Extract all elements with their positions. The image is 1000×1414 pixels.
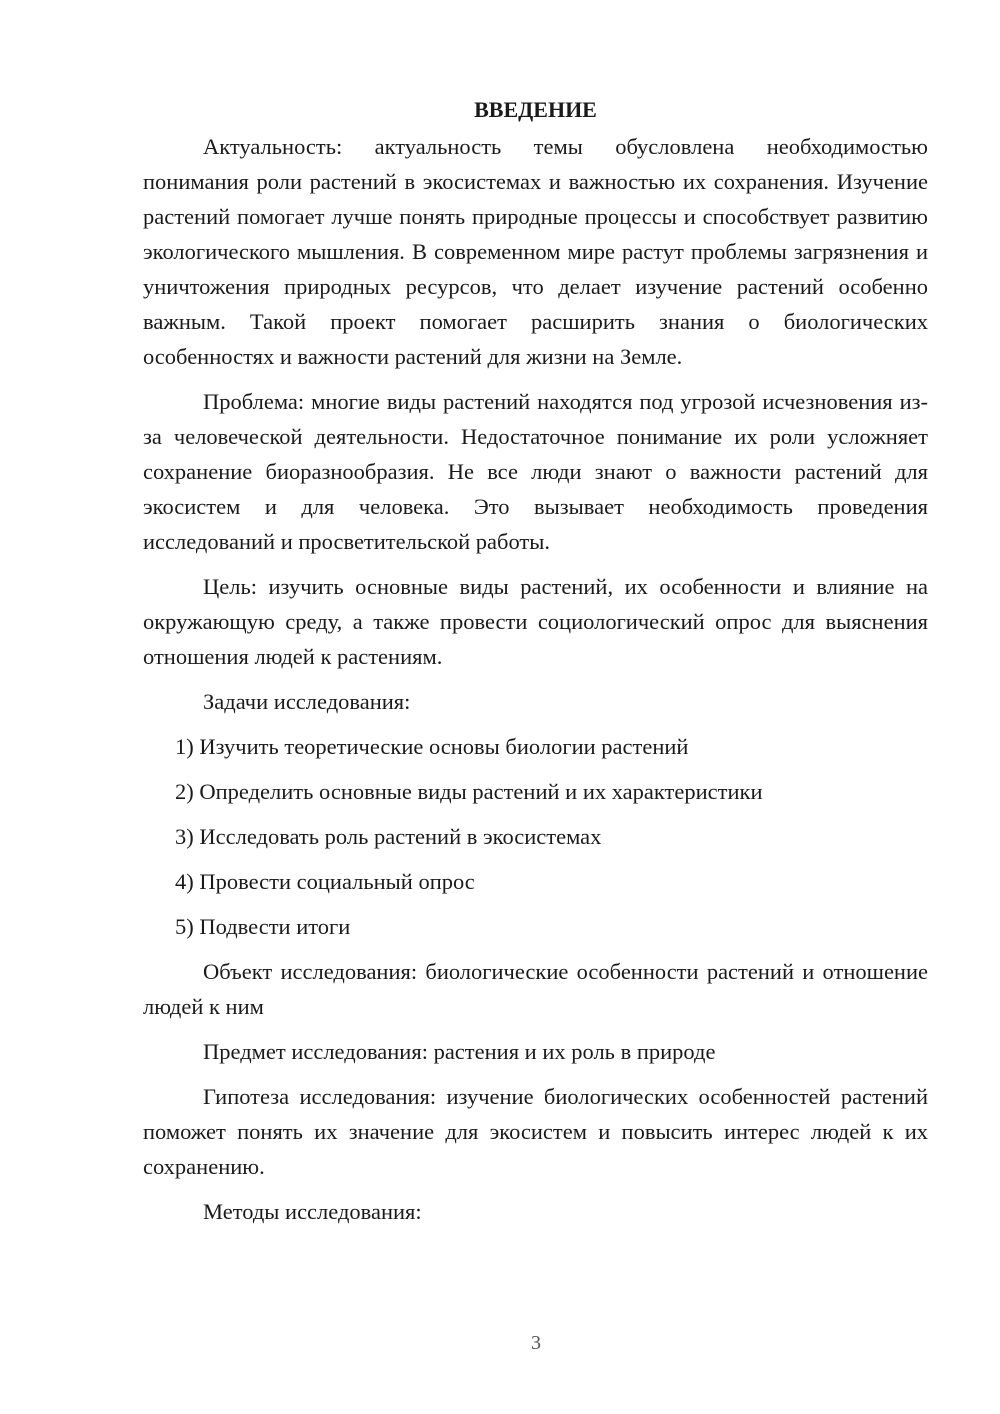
tasks-list [143, 729, 928, 944]
page-title: ВВЕДЕНИЕ [474, 97, 597, 122]
list-item: 4) Провести социальный опрос [175, 869, 475, 894]
subject-paragraph: Предмет исследования: растения и их роль в природе [203, 1039, 716, 1064]
hypothesis-paragraph: Гипотеза исследования: изучение биологических особенностей растений поможет понять их значение для экосистем и повысить интерес людей к их сохранению. [143, 1084, 928, 1179]
tasks-title: Задачи исследования: [203, 689, 411, 714]
relevance-paragraph: Актуальность: актуальность темы обусловлена необходимостью понимания роли растений в экосистемах и важностью их сохранения. Изучение растений помогает лучше понять природные процессы и способствует развитию экологического мышления. В современном мире растут проблемы загрязнения и уничтожения природных ресурсов, что делает изучение растений особенно важным. Такой проект помогает расширить знания о биологических особенностях и важности растений для жизни на Земле. [143, 134, 928, 369]
list-item: 3) Исследовать роль растений в экосистемах [175, 824, 602, 849]
goal-paragraph: Цель: изучить основные виды растений, их особенности и влияние на окружающую среду, а также провести социологический опрос для выяснения отношения людей к растениям. [143, 574, 928, 669]
object-paragraph: Объект исследования: биологические особенности растений и отношение людей к ним [143, 959, 928, 1019]
methods-paragraph: Методы исследования: [203, 1199, 422, 1224]
list-item: 5) Подвести итоги [175, 914, 351, 939]
list-item: 2) Определить основные виды растений и их характеристики [175, 779, 763, 804]
list-item: 1) Изучить теоретические основы биологии растений [175, 734, 689, 759]
page-number: 3 [531, 1332, 541, 1354]
document-page [143, 92, 928, 1239]
problem-paragraph: Проблема: многие виды растений находятся под угрозой исчезновения из-за человеческой деятельности. Недостаточное понимание их роли усложняет сохранение биоразнообразия. Не все люди знают о важности растений для экосистем и для человека. Это вызывает необходимость проведения исследований и просветительской работы. [143, 389, 928, 554]
